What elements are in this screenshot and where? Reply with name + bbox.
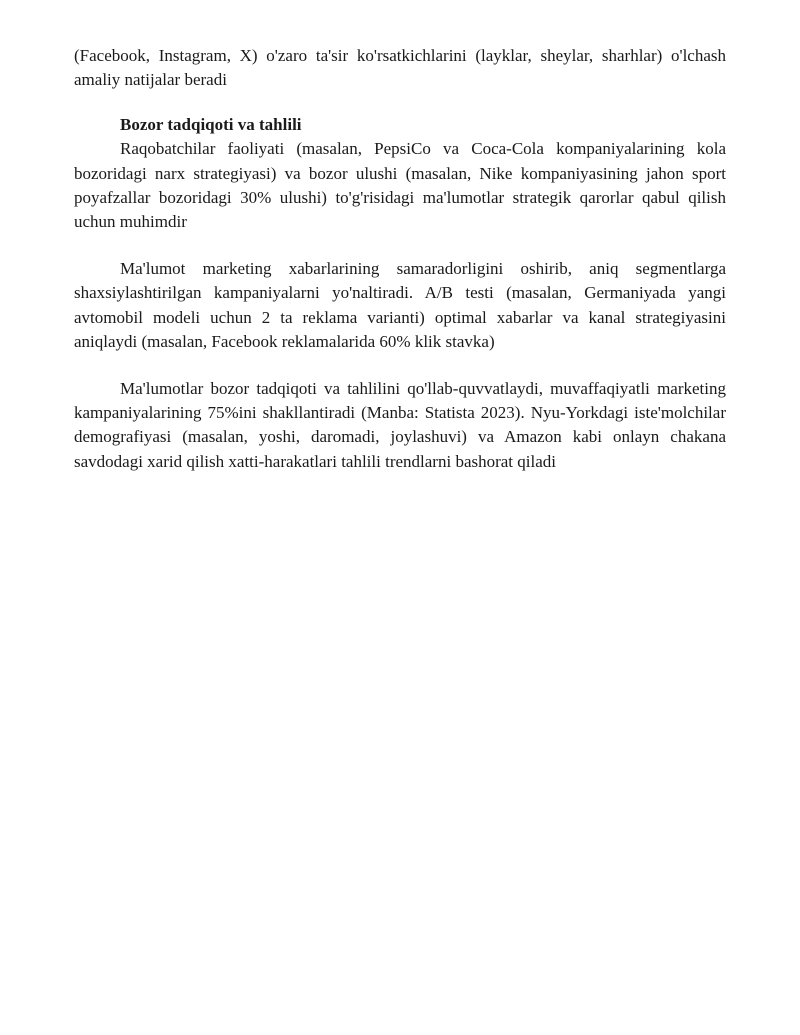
document-page: [74, 44, 726, 474]
section-heading: Bozor tadqiqoti va tahlili: [120, 115, 302, 135]
paragraph-messaging: Ma'lumot marketing xabarlarining samaradorligini oshirib, aniq segmentlarga shaxsiylashtirilgan kampaniyalarni yo'naltiradi. A/B testi (masalan, Germaniyada yangi avtomobil modeli uchun 2 ta reklama varianti) optimal xabarlar va kanal strategiyasini aniqlaydi (masalan, Facebook reklamalarida 60% klik stavka): [74, 259, 726, 351]
paragraph-competitors: Raqobatchilar faoliyati (masalan, PepsiCo va Coca-Cola kompaniyalarining kola bozoridagi narx strategiyasi) va bozor ulushi (masalan, Nike kompaniyasining jahon sport poyafzallar bozoridagi 30% ulushi) to'g'risidagi ma'lumotlar strategik qarorlar qabul qilish uchun muhimdir: [74, 139, 726, 232]
paragraph-market-research: Ma'lumotlar bozor tadqiqoti va tahlilini qo'llab-quvvatlaydi, muvaffaqiyatli marketing kampaniyalarining 75%ini shakllantiradi (Manba: Statista 2023). Nyu-Yorkdagi iste'molchilar demografiyasi (masalan, yoshi, daromadi, joylashuvi) va Amazon kabi onlayn chakana savdodagi xarid qilish xatti-harakatlari tahlili trendlarni bashorat qiladi: [74, 379, 726, 471]
intro-paragraph: (Facebook, Instagram, X) o'zaro ta'sir ko'rsatkichlarini (layklar, sheylar, sharhlar) o'lchash amaliy natijalar beradi: [74, 46, 726, 90]
